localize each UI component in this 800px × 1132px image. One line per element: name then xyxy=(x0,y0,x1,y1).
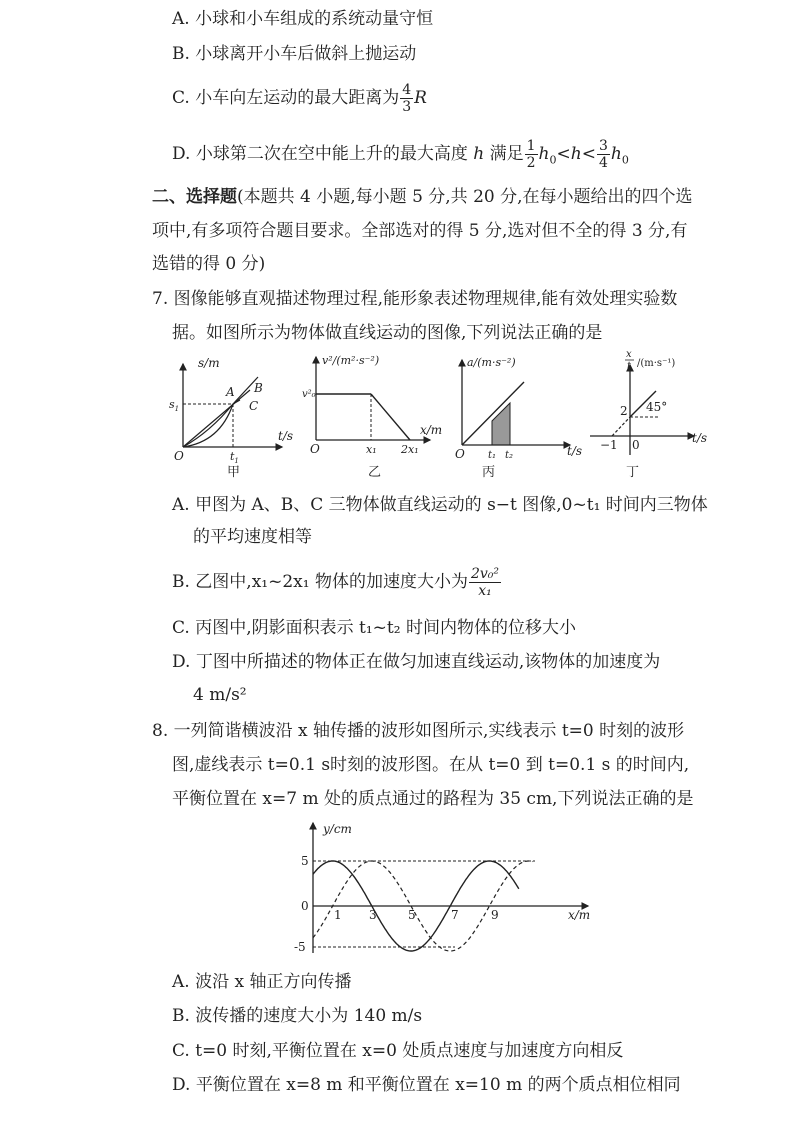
fraction-denominator: 3 xyxy=(402,99,412,115)
q7-stem-line1: 7. 图像能够直观描述物理过程,能形象表述物理规律,能有效处理实验数 xyxy=(152,289,678,309)
q7-option-b xyxy=(172,566,502,599)
two-label: 2 xyxy=(620,404,628,418)
q6-option-d-h0: h xyxy=(538,144,550,164)
q6-option-d-frac1 xyxy=(525,138,538,171)
xtick-9: 9 xyxy=(491,908,499,922)
xlabel: x/m xyxy=(420,423,443,437)
ylabel: y/cm xyxy=(323,822,352,836)
label-a: A xyxy=(226,385,235,399)
q6-option-d xyxy=(172,138,629,171)
caption: 丁 xyxy=(626,465,640,480)
q7-stem-line2: 据。如图所示为物体做直线运动的图像,下列说法正确的是 xyxy=(172,323,603,343)
ylabel-unit: /(m·s⁻¹) xyxy=(637,358,676,369)
q6-option-d-text: D. 小球第二次在空中能上升的最大高度 xyxy=(172,144,468,164)
q6-option-d-lt1: < xyxy=(556,144,571,164)
xlabel: x/m xyxy=(568,908,591,922)
fraction-numerator: 3 xyxy=(598,138,608,154)
fraction-denominator: x₁ xyxy=(478,583,492,599)
q6-option-c-var: R xyxy=(414,88,427,108)
q8-stem-line1: 8. 一列简谐横波沿 x 轴传播的波形如图所示,实线表示 t=0 时刻的波形 xyxy=(152,721,685,741)
graph-yi xyxy=(302,352,452,482)
q8-option-a: A. 波沿 x 轴正方向传播 xyxy=(172,972,352,992)
x2-label: 2x₁ xyxy=(401,443,419,456)
curve-a xyxy=(183,377,258,447)
section2-desc1: (本题共 4 小题,每小题 5 分,共 20 分,在每小题给出的四个选 xyxy=(237,187,693,207)
slope-segment xyxy=(371,394,410,440)
ytick-0: 0 xyxy=(301,899,309,913)
xlabel: t/s xyxy=(567,444,583,458)
q7-option-d-line2: 4 m/s² xyxy=(193,685,247,705)
wave-graph xyxy=(285,815,605,960)
q6-option-d-frac2 xyxy=(597,138,610,171)
caption: 乙 xyxy=(368,465,382,480)
ylabel: a/(m·s⁻²) xyxy=(467,356,516,369)
t2-label: t₂ xyxy=(505,450,514,461)
q6-option-b: B. 小球离开小车后做斜上抛运动 xyxy=(172,44,417,64)
q6-option-d-var: h xyxy=(473,144,485,164)
q6-option-d-h0b: h xyxy=(610,144,622,164)
q6-option-d-sub2: 0 xyxy=(621,153,629,167)
q6-option-d-h: h xyxy=(570,144,582,164)
extension-dashed xyxy=(612,417,630,436)
origin: O xyxy=(455,447,465,461)
q7-option-c: C. 丙图中,阴影面积表示 t₁~t₂ 时间内物体的位移大小 xyxy=(172,618,576,638)
xtick-1: 1 xyxy=(334,908,342,922)
ylabel-den: t xyxy=(627,361,632,372)
graph-bing xyxy=(452,352,592,482)
graph-ding xyxy=(590,345,715,482)
fraction-numerator: 4 xyxy=(402,82,412,98)
q8-stem-line3: 平衡位置在 x=7 m 处的质点通过的路程为 35 cm,下列说法正确的是 xyxy=(172,789,694,809)
ylabel: s/m xyxy=(198,356,220,370)
q7-option-d-line1: D. 丁图中所描述的物体正在做匀加速直线运动,该物体的加速度为 xyxy=(172,652,661,672)
q6-option-d-sub: 0 xyxy=(549,153,557,167)
origin: 0 xyxy=(632,438,640,452)
xlabel: t/s xyxy=(278,429,294,443)
q8-stem-line2: 图,虚线表示 t=0.1 s时刻的波形图。在从 t=0 到 t=0.1 s 的时间内, xyxy=(172,755,690,775)
x1-label: x₁ xyxy=(366,443,377,456)
q6-option-d-lt2: < xyxy=(581,144,596,164)
fraction-denominator: 4 xyxy=(598,155,608,171)
xtick-7: 7 xyxy=(451,908,459,922)
q6-option-c xyxy=(172,82,427,115)
v0-label: v²₀ xyxy=(302,389,316,400)
t1-label: t₁ xyxy=(488,450,497,461)
line-b xyxy=(183,390,250,447)
q7-option-b-fraction xyxy=(469,566,501,599)
q7-option-a-line1: A. 甲图为 A、B、C 三物体做直线运动的 s−t 图像,0~t₁ 时间内三物体 xyxy=(172,495,708,515)
q7-option-a-line2: 的平均速度相等 xyxy=(193,527,312,547)
q6-option-c-fraction xyxy=(400,82,413,115)
xtick-5: 5 xyxy=(408,908,416,922)
fraction-numerator: 2v₀² xyxy=(470,566,500,582)
fraction-numerator: 1 xyxy=(526,138,536,154)
section2-title: 二、选择题 xyxy=(152,187,237,207)
q6-option-d-mid: 满足 xyxy=(489,144,524,164)
section2-line2: 项中,有多项符合题目要求。全部选对的得 5 分,选对但不全的得 3 分,有 xyxy=(152,221,688,241)
ytick-neg5: -5 xyxy=(294,940,306,954)
graph-jia xyxy=(170,352,295,482)
section2-line1 xyxy=(152,186,693,208)
section2-line3: 选错的得 0 分) xyxy=(152,254,266,274)
label-b: B xyxy=(254,381,263,395)
xlabel: t/s xyxy=(692,431,708,445)
q8-option-b: B. 波传播的速度大小为 140 m/s xyxy=(172,1006,423,1026)
origin: O xyxy=(310,442,320,456)
caption: 丙 xyxy=(482,465,496,480)
t1-label: $t_1$ xyxy=(230,450,239,465)
caption: 甲 xyxy=(227,465,241,480)
ylabel: v²/(m²·s⁻²) xyxy=(322,354,380,367)
ylabel-num: x xyxy=(626,349,632,360)
xtick-3: 3 xyxy=(369,908,377,922)
label-c: C xyxy=(249,399,259,413)
q6-option-c-text: C. 小车向左运动的最大距离为 xyxy=(172,88,400,108)
origin: O xyxy=(174,449,184,463)
minus-one-label: −1 xyxy=(600,438,618,452)
q6-option-a: A. 小球和小车组成的系统动量守恒 xyxy=(172,9,434,29)
ytick-5: 5 xyxy=(301,854,309,868)
q8-option-d: D. 平衡位置在 x=8 m 和平衡位置在 x=10 m 的两个质点相位相同 xyxy=(172,1075,681,1095)
angle-label: 45° xyxy=(646,400,668,414)
q8-option-c: C. t=0 时刻,平衡位置在 x=0 处质点速度与加速度方向相反 xyxy=(172,1041,624,1061)
shaded-area xyxy=(492,403,510,445)
s1-label: $s_1$ xyxy=(169,398,180,413)
fraction-denominator: 2 xyxy=(526,155,536,171)
q7-option-b-text: B. 乙图中,x₁~2x₁ 物体的加速度大小为 xyxy=(172,572,468,592)
